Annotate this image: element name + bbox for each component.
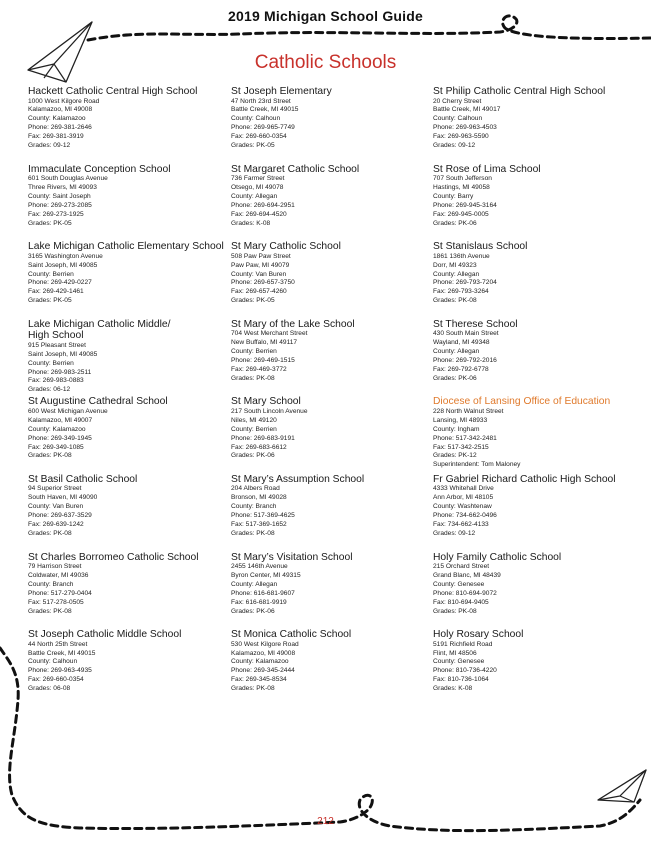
school-detail-line: 3165 Washington Avenue: [28, 252, 103, 260]
school-detail-line: Phone: 269-793-7204: [433, 279, 497, 287]
school-detail-line: 44 North 25th Street: [28, 640, 88, 648]
school-detail-line: Battle Creek, MI 49015: [28, 649, 96, 657]
school-detail-line: Grades: PK-05: [28, 219, 72, 227]
school-detail-line: Flint, MI 48506: [433, 649, 477, 657]
school-detail-line: Fax: 269-469-3772: [231, 365, 287, 373]
school-detail-line: Fax: 269-683-6612: [231, 443, 287, 451]
school-detail-line: Fax: 269-694-4520: [231, 210, 287, 218]
school-detail-line: Grades: PK-08: [231, 685, 275, 693]
school-detail-line: 79 Harrison Street: [28, 563, 82, 571]
page-header-title: 2019 Michigan School Guide: [227, 8, 424, 24]
school-entry: [433, 474, 633, 552]
school-detail-line: County: Calhoun: [28, 658, 78, 666]
school-detail-line: Grades: PK-12: [433, 452, 477, 460]
school-detail-line: Fax: 269-273-1925: [28, 210, 84, 218]
school-detail-line: Fax: 517-342-2515: [433, 443, 489, 451]
school-entry: [433, 629, 633, 707]
school-detail-line: 707 South Jefferson: [433, 175, 492, 183]
school-entry: [433, 164, 633, 242]
school-detail-line: Phone: 269-945-3164: [433, 201, 497, 209]
school-name: St Mary School: [231, 396, 301, 408]
school-name: St Mary’s Visitation School: [231, 551, 353, 563]
school-detail-line: 228 North Walnut Street: [433, 407, 504, 415]
school-detail-line: Phone: 269-657-3750: [231, 279, 295, 287]
school-detail-line: County: Allegan: [433, 270, 480, 278]
school-entry: [28, 629, 228, 707]
school-detail-line: Kalamazoo, MI 49007: [28, 416, 93, 424]
school-detail-line: 94 Superior Street: [28, 485, 82, 493]
school-detail-line: County: Van Buren: [28, 503, 84, 511]
school-detail-line: Fax: 269-429-1461: [28, 288, 84, 296]
school-detail-line: County: Allegan: [231, 580, 278, 588]
school-detail-line: Grand Blanc, MI 48439: [433, 571, 501, 579]
school-detail-line: Fax: 269-349-1085: [28, 443, 84, 451]
school-detail-line: Grades: PK-08: [231, 530, 275, 537]
school-name: St Mary’s Assumption School: [231, 473, 365, 485]
school-detail-line: Fax: 269-381-3919: [28, 133, 84, 141]
school-detail-line: Phone: 269-381-2646: [28, 124, 92, 132]
school-entry: [433, 241, 633, 319]
school-name: St Mary of the Lake School: [231, 318, 355, 330]
school-detail-line: Kalamazoo, MI 49008: [231, 649, 296, 657]
school-entry: [433, 552, 633, 630]
school-detail-line: Grades: PK-08: [28, 452, 72, 460]
school-detail-line: Niles, MI 49120: [231, 416, 277, 424]
school-detail-line: Phone: 269-965-7749: [231, 124, 295, 132]
paper-airplane-icon: [598, 770, 646, 802]
school-detail-line: County: Branch: [231, 503, 277, 511]
school-detail-line: County: Genesee: [433, 658, 485, 666]
school-entry: [28, 396, 228, 474]
school-detail-line: Grades: PK-06: [433, 374, 477, 382]
school-detail-line: County: Kalamazoo: [28, 425, 86, 433]
school-detail-line: Battle Creek, MI 49015: [231, 106, 299, 114]
school-detail-line: Grades: PK-08: [28, 607, 72, 615]
school-detail-line: Dorr, MI 49323: [433, 261, 477, 269]
school-entry: [28, 474, 228, 552]
school-entry: [28, 164, 228, 242]
school-detail-line: Phone: 269-469-1515: [231, 357, 295, 364]
school-detail-line: Grades: PK-06: [433, 219, 477, 227]
school-name: St Rose of Lima School: [433, 163, 541, 175]
school-detail-line: Grades: PK-06: [231, 607, 275, 615]
school-entry: [28, 241, 228, 319]
school-detail-line: 2455 146th Avenue: [231, 563, 288, 571]
school-detail-line: Phone: 269-345-2444: [231, 667, 295, 675]
school-detail-line: 915 Pleasant Street: [28, 341, 86, 349]
school-detail-line: Otsego, MI 49078: [231, 184, 284, 191]
school-name: St Philip Catholic Central High School: [433, 86, 606, 97]
school-detail-line: 1000 West Kilgore Road: [28, 97, 100, 105]
school-detail-line: 215 Orchard Street: [433, 563, 490, 571]
school-detail-line: County: Ingham: [433, 425, 480, 433]
school-detail-line: Saint Joseph, MI 49085: [28, 261, 98, 269]
school-entry: [231, 552, 431, 630]
school-detail-line: 600 West Michigan Avenue: [28, 407, 108, 415]
school-entry: [28, 86, 228, 164]
school-entry: [231, 474, 431, 552]
school-name: St Monica Catholic School: [231, 629, 352, 641]
school-detail-line: Phone: 810-694-9072: [433, 589, 497, 597]
school-name: Holy Rosary School: [433, 629, 524, 641]
school-detail-line: Fax: 810-694-9405: [433, 598, 489, 606]
school-name: St Joseph Elementary: [231, 86, 332, 97]
school-detail-line: Grades: PK-05: [28, 297, 72, 305]
school-detail-line: Fax: 269-963-5590: [433, 133, 489, 141]
school-entry: [231, 629, 431, 707]
school-name: Immaculate Conception School: [28, 163, 171, 175]
school-detail-line: County: Barry: [433, 192, 474, 200]
school-detail-line: 704 West Merchant Street: [231, 330, 308, 338]
school-entry: [433, 86, 633, 164]
school-detail-line: Fax: 734-662-4133: [433, 521, 489, 529]
school-detail-line: Saint Joseph, MI 49085: [28, 350, 98, 358]
school-entry: [231, 241, 431, 319]
school-detail-line: Phone: 269-683-9191: [231, 434, 295, 442]
school-detail-line: County: Berrien: [231, 425, 277, 433]
school-detail-line: County: Kalamazoo: [28, 115, 86, 123]
school-detail-line: Fax: 269-983-0883: [28, 377, 84, 385]
school-detail-line: Fax: 269-660-0354: [28, 676, 84, 684]
school-detail-line: 4333 Whitehall Drive: [433, 485, 494, 493]
school-detail-line: New Buffalo, MI 49117: [231, 339, 298, 347]
school-name: Lake Michigan Catholic Middle/ High School: [28, 318, 171, 342]
school-detail-line: County: Allegan: [433, 348, 480, 356]
school-detail-line: Grades: 06-12: [28, 386, 71, 394]
school-entry: [231, 86, 431, 164]
page-number: 212: [317, 816, 334, 827]
school-detail-line: Phone: 269-792-2016: [433, 357, 497, 364]
school-column-2: [231, 86, 431, 707]
school-detail-line: Three Rivers, MI 49093: [28, 184, 97, 191]
school-detail-line: South Haven, MI 49090: [28, 494, 98, 502]
school-detail-line: County: Washtenaw: [433, 503, 492, 511]
section-title: Catholic Schools: [254, 52, 397, 73]
school-name: St Augustine Cathedral School: [28, 396, 168, 408]
school-detail-line: County: Genesee: [433, 580, 485, 588]
school-detail-line: Lansing, MI 48933: [433, 416, 488, 424]
school-name: Lake Michigan Catholic Elementary School: [28, 241, 224, 253]
school-detail-line: Grades: 06-08: [28, 685, 71, 693]
school-detail-line: Phone: 734-662-0496: [433, 512, 497, 520]
school-detail-line: Fax: 269-660-0354: [231, 133, 287, 141]
school-entry: [231, 396, 431, 474]
school-name: Fr Gabriel Richard Catholic High School: [433, 473, 616, 485]
school-detail-line: County: Saint Joseph: [28, 192, 91, 200]
school-detail-line: Grades: 09-12: [28, 142, 71, 150]
school-name: St Stanislaus School: [433, 241, 528, 253]
school-detail-line: Grades: PK-08: [433, 297, 477, 305]
school-name: Diocese of Lansing Office of Education: [433, 396, 611, 408]
school-detail-line: Hastings, MI 49058: [433, 184, 490, 191]
school-detail-line: Grades: 09-12: [433, 530, 476, 537]
school-detail-line: Grades: PK-08: [28, 530, 72, 537]
school-entry: [28, 319, 228, 397]
school-detail-line: Ann Arbor, MI 48105: [433, 494, 494, 502]
school-column-1: [28, 86, 228, 707]
school-detail-line: 530 West Kilgore Road: [231, 640, 299, 648]
school-detail-line: 217 South Lincoln Avenue: [231, 407, 308, 415]
school-detail-line: Phone: 269-349-1945: [28, 434, 92, 442]
school-detail-line: Fax: 517-369-1652: [231, 521, 287, 529]
school-detail-line: Superintendent: Tom Maloney: [433, 461, 521, 469]
school-detail-line: County: Allegan: [231, 192, 278, 200]
school-detail-line: Fax: 269-345-8534: [231, 676, 287, 684]
school-detail-line: County: Branch: [28, 580, 74, 588]
school-detail-line: 508 Paw Paw Street: [231, 252, 291, 260]
school-name: St Joseph Catholic Middle School: [28, 629, 182, 641]
school-detail-line: Phone: 269-963-4503: [433, 124, 497, 132]
school-detail-line: Paw Paw, MI 49079: [231, 261, 290, 269]
school-detail-line: Byron Center, MI 49315: [231, 571, 301, 579]
school-detail-line: Phone: 269-429-0227: [28, 279, 92, 287]
school-entry: [433, 319, 633, 397]
school-detail-line: Phone: 517-342-2481: [433, 434, 497, 442]
school-detail-line: Grades: K-08: [433, 685, 473, 693]
school-name: St Mary Catholic School: [231, 241, 341, 253]
school-detail-line: Phone: 517-369-4625: [231, 512, 295, 520]
school-detail-line: Phone: 269-983-2511: [28, 368, 92, 376]
school-detail-line: Grades: PK-05: [231, 297, 275, 305]
school-name: St Therese School: [433, 318, 518, 330]
school-name: Hackett Catholic Central High School: [28, 86, 198, 97]
school-detail-line: Grades: PK-05: [231, 142, 275, 150]
school-detail-line: Bronson, MI 49028: [231, 494, 287, 502]
school-detail-line: County: Calhoun: [433, 115, 483, 123]
school-column-3: [433, 86, 633, 707]
school-detail-line: 5191 Richfield Road: [433, 640, 493, 648]
school-detail-line: Coldwater, MI 49036: [28, 571, 89, 579]
school-name: St Margaret Catholic School: [231, 163, 360, 175]
school-detail-line: Grades: 09-12: [433, 142, 476, 150]
school-name: St Basil Catholic School: [28, 473, 138, 485]
school-detail-line: Battle Creek, MI 49017: [433, 106, 501, 114]
school-detail-line: Phone: 810-736-4220: [433, 667, 497, 675]
school-detail-line: 204 Albers Road: [231, 485, 280, 493]
school-detail-line: County: Kalamazoo: [231, 658, 289, 666]
school-detail-line: Fax: 269-657-4260: [231, 288, 287, 296]
school-detail-line: Phone: 269-273-2085: [28, 201, 92, 209]
school-detail-line: 430 South Main Street: [433, 330, 499, 338]
school-detail-line: Phone: 269-963-4935: [28, 667, 92, 675]
school-detail-line: Fax: 616-681-9919: [231, 598, 287, 606]
school-detail-line: Fax: 810-736-1064: [433, 676, 489, 684]
school-detail-line: Fax: 517-278-0505: [28, 598, 84, 606]
school-detail-line: Grades: PK-08: [231, 374, 275, 382]
school-entry: [231, 319, 431, 397]
school-detail-line: Phone: 616-681-9607: [231, 589, 295, 597]
school-detail-line: 736 Farmer Street: [231, 175, 285, 183]
school-detail-line: Phone: 517-279-0404: [28, 589, 92, 597]
school-detail-line: Grades: PK-06: [231, 452, 275, 460]
school-detail-line: Fax: 269-639-1242: [28, 521, 84, 529]
school-entry: [231, 164, 431, 242]
school-detail-line: Wayland, MI 49348: [433, 339, 490, 347]
school-detail-line: 47 North 23rd Street: [231, 97, 291, 105]
school-entry: [28, 552, 228, 630]
school-entry: [433, 396, 633, 474]
school-detail-line: Phone: 269-694-2951: [231, 201, 295, 209]
school-detail-line: 20 Cherry Street: [433, 97, 482, 105]
school-detail-line: County: Calhoun: [231, 115, 281, 123]
school-detail-line: 601 South Douglas Avenue: [28, 175, 108, 183]
school-detail-line: Fax: 269-793-3264: [433, 288, 489, 296]
school-detail-line: Grades: PK-08: [433, 607, 477, 615]
school-name: Holy Family Catholic School: [433, 551, 562, 563]
school-detail-line: Fax: 269-792-6778: [433, 365, 489, 373]
school-detail-line: Grades: K-08: [231, 219, 271, 227]
school-detail-line: Fax: 269-945-0005: [433, 210, 489, 218]
school-name: St Charles Borromeo Catholic School: [28, 551, 199, 563]
school-detail-line: 1861 136th Avenue: [433, 252, 490, 260]
school-detail-line: County: Berrien: [231, 348, 277, 356]
school-detail-line: Phone: 269-637-3529: [28, 512, 92, 520]
school-detail-line: County: Berrien: [28, 270, 74, 278]
school-detail-line: County: Van Buren: [231, 270, 287, 278]
school-detail-line: County: Berrien: [28, 359, 74, 367]
school-detail-line: Kalamazoo, MI 49008: [28, 106, 93, 114]
